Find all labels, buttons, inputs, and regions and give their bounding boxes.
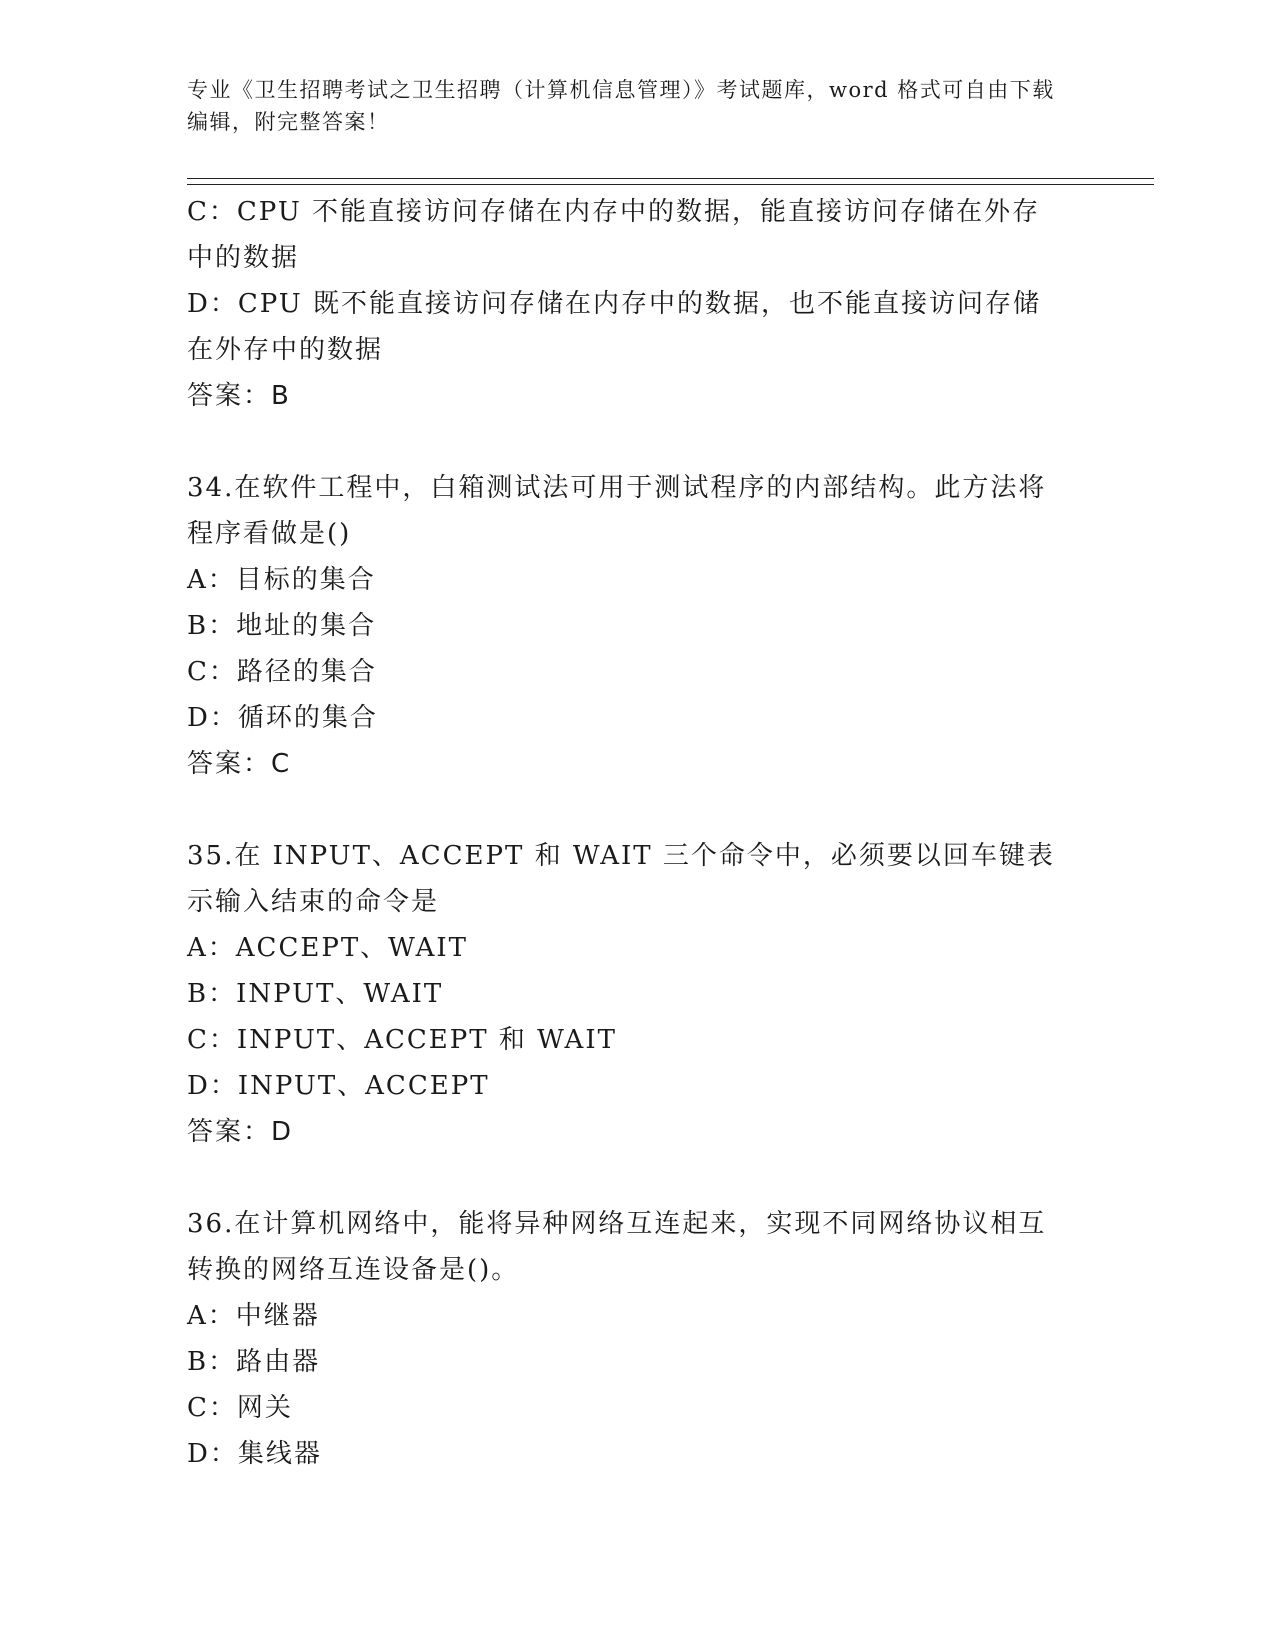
option-c: C：路径的集合 bbox=[187, 657, 377, 687]
option-c: C：INPUT、ACCEPT 和 WAIT bbox=[187, 1025, 617, 1055]
option-c: C：CPU 不能直接访问存储在内存中的数据，能直接访问存储在外存中的数据 bbox=[187, 197, 1041, 273]
option-b: B：地址的集合 bbox=[187, 611, 377, 641]
option-c: C：网关 bbox=[187, 1393, 293, 1423]
spacer bbox=[187, 787, 1067, 833]
option-d: D：集线器 bbox=[187, 1439, 322, 1469]
answer-line: 答案：B bbox=[187, 381, 291, 411]
question-list bbox=[187, 189, 1067, 1477]
question-34 bbox=[187, 465, 1067, 787]
header-rule-bottom bbox=[187, 184, 1154, 185]
question-33-tail bbox=[187, 189, 1067, 419]
spacer bbox=[187, 419, 1067, 465]
option-d: D：循环的集合 bbox=[187, 703, 378, 733]
option-a: A：中继器 bbox=[187, 1301, 320, 1331]
question-stem: 34.在软件工程中，白箱测试法可用于测试程序的内部结构。此方法将程序看做是() bbox=[187, 473, 1047, 549]
answer-line: 答案：D bbox=[187, 1117, 294, 1147]
question-stem: 36.在计算机网络中，能将异种网络互连起来，实现不同网络协议相互转换的网络互连设备是()。 bbox=[187, 1209, 1047, 1285]
option-a: A：ACCEPT、WAIT bbox=[187, 933, 468, 963]
header-rule-top bbox=[187, 178, 1154, 179]
question-35 bbox=[187, 833, 1067, 1155]
spacer bbox=[187, 1155, 1067, 1201]
option-b: B：路由器 bbox=[187, 1347, 321, 1377]
question-stem: 35.在 INPUT、ACCEPT 和 WAIT 三个命令中，必须要以回车键表示输入结束的命令是 bbox=[187, 841, 1055, 917]
option-a: A：目标的集合 bbox=[187, 565, 376, 595]
question-36 bbox=[187, 1201, 1067, 1477]
header-note: 专业《卫生招聘考试之卫生招聘（计算机信息管理）》考试题库，word 格式可自由下载编辑，附完整答案！ bbox=[187, 78, 1055, 134]
answer-line: 答案：C bbox=[187, 749, 292, 779]
option-d: D：INPUT、ACCEPT bbox=[187, 1071, 490, 1101]
option-d: D：CPU 既不能直接访问存储在内存中的数据，也不能直接访问存储在外存中的数据 bbox=[187, 289, 1041, 365]
option-b: B：INPUT、WAIT bbox=[187, 979, 444, 1009]
